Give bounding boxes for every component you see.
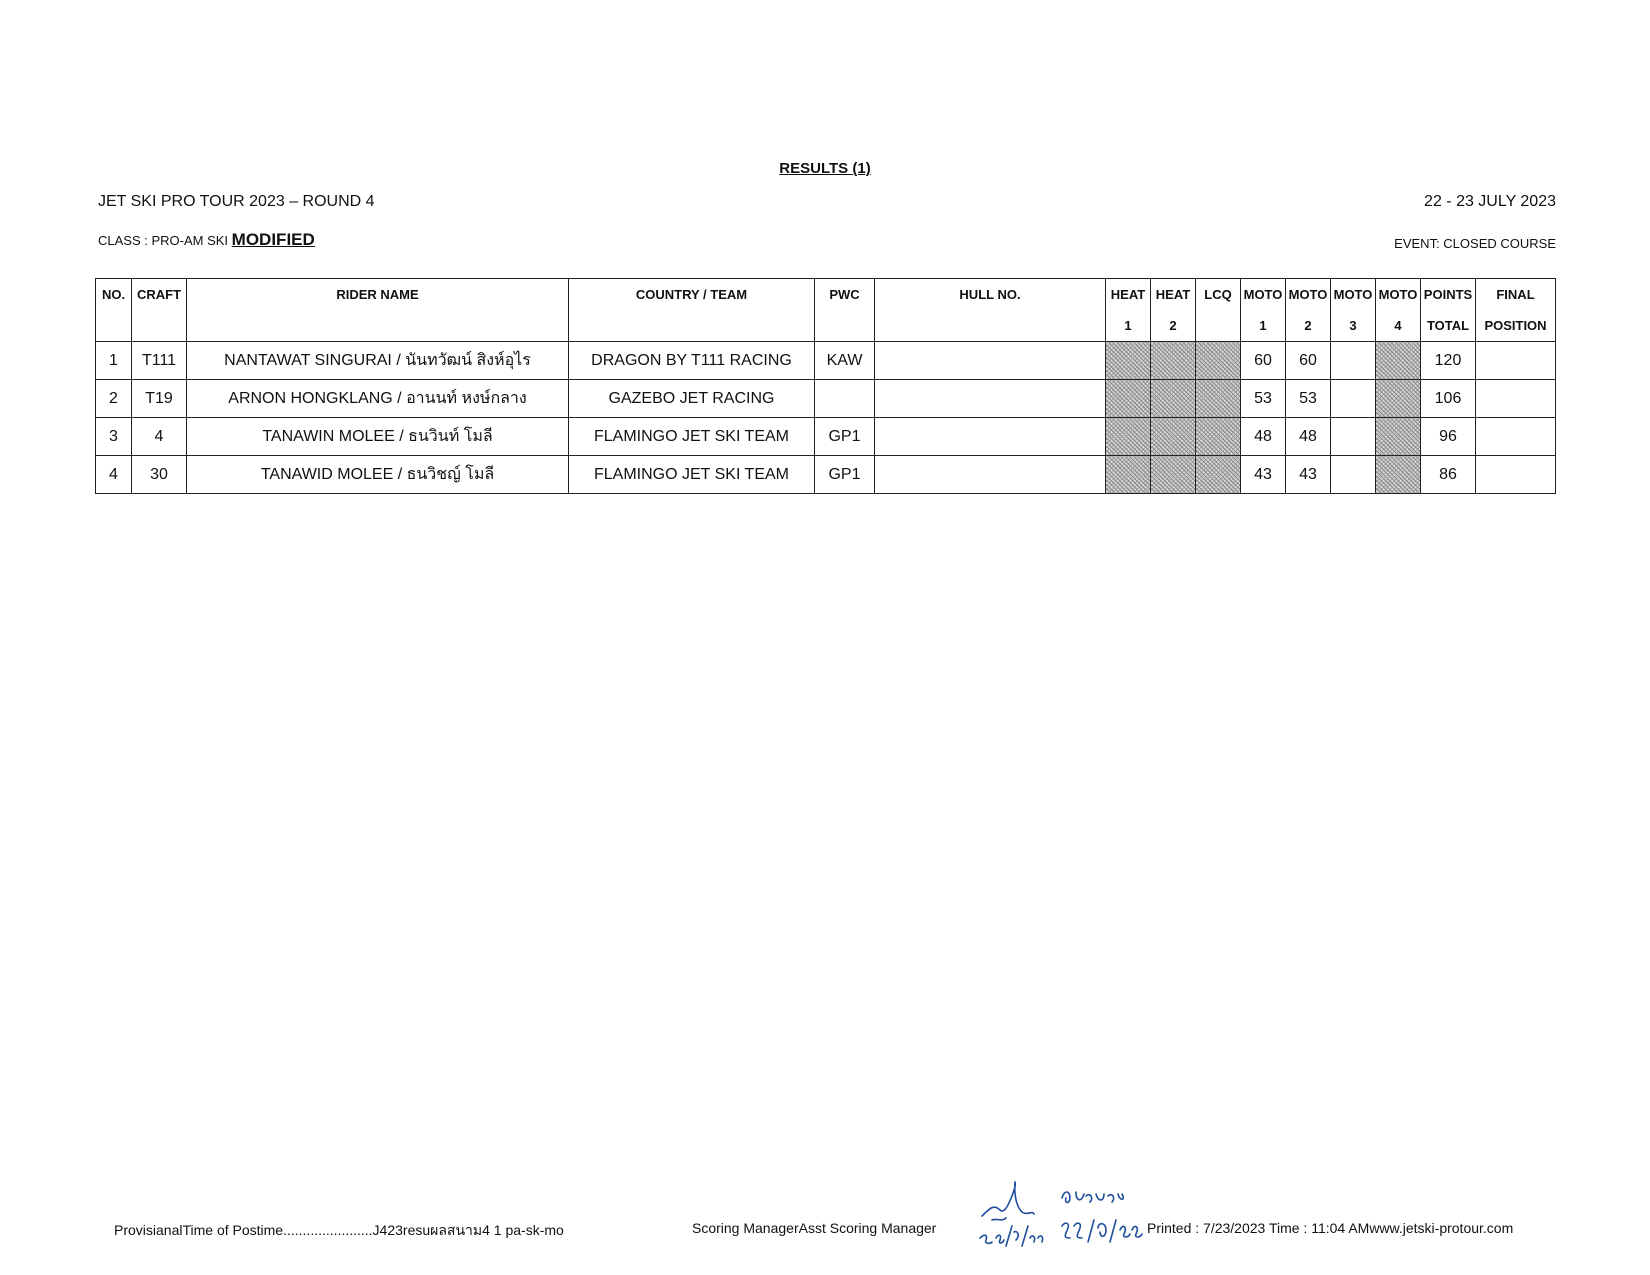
col-header-lcq: LCQ — [1196, 279, 1241, 342]
table-row — [96, 418, 1556, 456]
table-row — [96, 380, 1556, 418]
event-name: JET SKI PRO TOUR 2023 – ROUND 4 — [98, 193, 375, 210]
header-row — [96, 279, 1556, 342]
cell-pwc — [815, 380, 875, 418]
col-header-moto2: MOTO 2 — [1286, 279, 1331, 342]
cell-heat2-shaded — [1151, 418, 1196, 456]
class-value: MODIFIED — [231, 230, 315, 249]
footer-printed-text: Printed : 7/23/2023 Time : 11:04 AMwww.jetski-protour.com — [1147, 1220, 1514, 1236]
cell-craft: 30 — [132, 456, 187, 494]
cell-moto2: 48 — [1286, 418, 1331, 456]
cell-moto1: 60 — [1241, 342, 1286, 380]
cell-moto3 — [1331, 380, 1376, 418]
cell-final — [1476, 342, 1556, 380]
class-label: CLASS : PRO-AM SKI — [98, 233, 229, 248]
col-header-hull: HULL NO. — [875, 279, 1106, 342]
footer-scoring-manager-text: Scoring ManagerAsst Scoring Manager — [692, 1220, 937, 1236]
cell-points: 96 — [1421, 418, 1476, 456]
cell-rider: ARNON HONGKLANG / อานนท์ หงษ์กลาง — [187, 380, 569, 418]
cell-final — [1476, 456, 1556, 494]
cell-moto1: 43 — [1241, 456, 1286, 494]
cell-heat2-shaded — [1151, 380, 1196, 418]
event-dates: 22 - 23 JULY 2023 — [1424, 193, 1556, 210]
cell-team: GAZEBO JET RACING — [569, 380, 815, 418]
cell-moto3 — [1331, 342, 1376, 380]
cell-no: 4 — [96, 456, 132, 494]
cell-heat2-shaded — [1151, 342, 1196, 380]
cell-hull — [875, 380, 1106, 418]
cell-craft: T19 — [132, 380, 187, 418]
table-row — [96, 456, 1556, 494]
cell-moto4-shaded — [1376, 342, 1421, 380]
cell-points: 120 — [1421, 342, 1476, 380]
cell-no: 3 — [96, 418, 132, 456]
cell-lcq-shaded — [1196, 456, 1241, 494]
cell-no: 2 — [96, 380, 132, 418]
col-header-moto4: MOTO 4 — [1376, 279, 1421, 342]
cell-moto4-shaded — [1376, 380, 1421, 418]
col-header-pwc: PWC — [815, 279, 875, 342]
col-header-moto3: MOTO 3 — [1331, 279, 1376, 342]
cell-lcq-shaded — [1196, 418, 1241, 456]
cell-craft: T111 — [132, 342, 187, 380]
cell-moto2: 43 — [1286, 456, 1331, 494]
col-header-craft: CRAFT — [132, 279, 187, 342]
cell-points: 106 — [1421, 380, 1476, 418]
col-header-heat2: HEAT 2 — [1151, 279, 1196, 342]
cell-moto3 — [1331, 418, 1376, 456]
cell-moto2: 53 — [1286, 380, 1331, 418]
col-header-heat1: HEAT 1 — [1106, 279, 1151, 342]
cell-team: FLAMINGO JET SKI TEAM — [569, 456, 815, 494]
document-title: RESULTS (1) — [779, 160, 871, 177]
class-line — [98, 230, 315, 250]
cell-final — [1476, 380, 1556, 418]
cell-moto1: 48 — [1241, 418, 1286, 456]
cell-points: 86 — [1421, 456, 1476, 494]
cell-heat1-shaded — [1106, 418, 1151, 456]
col-header-final: FINAL POSITION — [1476, 279, 1556, 342]
col-header-team: COUNTRY / TEAM — [569, 279, 815, 342]
table-row — [96, 342, 1556, 380]
cell-moto4-shaded — [1376, 418, 1421, 456]
col-header-no: NO. — [96, 279, 132, 342]
cell-rider: TANAWID MOLEE / ธนวิชญ์ โมลี — [187, 456, 569, 494]
cell-hull — [875, 342, 1106, 380]
cell-pwc: GP1 — [815, 456, 875, 494]
cell-team: DRAGON BY T111 RACING — [569, 342, 815, 380]
cell-final — [1476, 418, 1556, 456]
footer-provisional-text: ProvisianalTime of Postime.......................J423resuผลสนาม4 1 pa-sk-mo — [114, 1222, 564, 1238]
cell-lcq-shaded — [1196, 380, 1241, 418]
cell-lcq-shaded — [1196, 342, 1241, 380]
cell-heat1-shaded — [1106, 456, 1151, 494]
cell-craft: 4 — [132, 418, 187, 456]
cell-moto3 — [1331, 456, 1376, 494]
cell-team: FLAMINGO JET SKI TEAM — [569, 418, 815, 456]
cell-heat2-shaded — [1151, 456, 1196, 494]
cell-rider: NANTAWAT SINGURAI / นันทวัฒน์ สิงห์อุไร — [187, 342, 569, 380]
cell-moto1: 53 — [1241, 380, 1286, 418]
cell-heat1-shaded — [1106, 380, 1151, 418]
cell-pwc: GP1 — [815, 418, 875, 456]
cell-no: 1 — [96, 342, 132, 380]
cell-pwc: KAW — [815, 342, 875, 380]
cell-moto2: 60 — [1286, 342, 1331, 380]
cell-rider: TANAWIN MOLEE / ธนวินท์ โมลี — [187, 418, 569, 456]
results-table — [95, 278, 1556, 494]
cell-moto4-shaded — [1376, 456, 1421, 494]
event-type: EVENT: CLOSED COURSE — [1394, 236, 1556, 251]
handwritten-signatures — [972, 1168, 1150, 1248]
col-header-moto1: MOTO 1 — [1241, 279, 1286, 342]
cell-heat1-shaded — [1106, 342, 1151, 380]
col-header-rider: RIDER NAME — [187, 279, 569, 342]
cell-hull — [875, 418, 1106, 456]
cell-hull — [875, 456, 1106, 494]
col-header-points: POINTS TOTAL — [1421, 279, 1476, 342]
